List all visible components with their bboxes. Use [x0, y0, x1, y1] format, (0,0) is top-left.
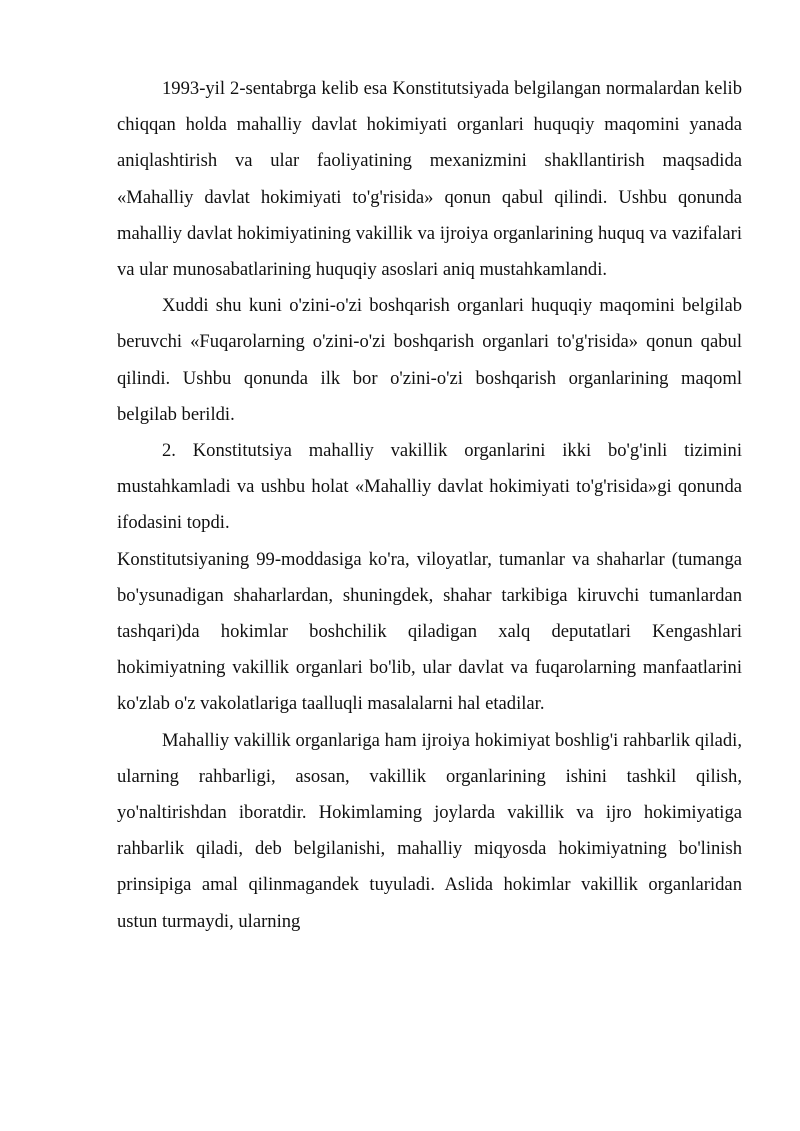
- paragraph-self-government-law: Xuddi shu kuni o'zini-o'zi boshqarish organlari huquqiy maqomini belgilab beruvchi «Fuqarolarning o'zini-o'zi boshqarish organlari to'g'risida» qonun qabul qilindi. Ushbu qonunda ilk bor o'zini-o'zi boshqarish organlarining maqoml belgilab berildi.: [117, 295, 742, 425]
- paragraph-article-99: Konstitutsiyaning 99-moddasiga ko'ra, viloyatlar, tumanlar va shaharlar (tumanga bo'ysunadigan shaharlardan, shuningdek, shahar tarkibiga kiruvchi tumanlardan tashqari)da hokimlar boshchilik qiladigan xalq deputatlari Kengashlari hokimiyatning vakillik organlari bo'lib, ular davlat va fuqarolarning manfaatlarini ko'zlab o'z vakolatlariga taalluqli masalalarni hal etadilar.: [117, 548, 742, 715]
- paragraph-1993-law: 1993-yil 2-sentabrga kelib esa Konstitutsiyada belgilangan normalardan kelib chiqqan holda mahalliy davlat hokimiyati organlari huquqiy maqomini yanada aniqlashtirish va ular faoliyatining mexanizmini shakllantirish maqsadida «Mahalliy davlat hokimiyati to'g'risida» qonun qabul qilindi. Ushbu qonunda mahalliy davlat hokimiyatining vakillik va ijroiya organlarining huquq va vazifalari va ular munosabatlarining huquqiy asoslari aniq mustahkamlandi.: [117, 78, 742, 281]
- paragraph-local-representative: Mahalliy vakillik organlariga ham ijroiya hokimiyat boshlig'i rahbarlik qiladi, ularning rahbarligi, asosan, vakillik organlarining ishini tashkil qilish, yo'naltirishdan iboratdir. Hokimlaming joylarda vakillik va ijro hokimiyatiga rahbarlik qiladi, deb belgilanishi, mahalliy miqyosda hokimiyatning bo'linish prinsipiga amal qilinmagandek tuyuladi. Aslida hokimlar vakillik organlaridan ustun turmaydi, ularning: [117, 729, 742, 932]
- paragraph-item-2: 2. Konstitutsiya mahalliy vakillik organlarini ikki bo'g'inli tizimini mustahkamladi va ushbu holat «Mahalliy davlat hokimiyati to'g'risida»gi qonunda ifodasini topdi.: [117, 440, 742, 534]
- document-page: [117, 71, 742, 940]
